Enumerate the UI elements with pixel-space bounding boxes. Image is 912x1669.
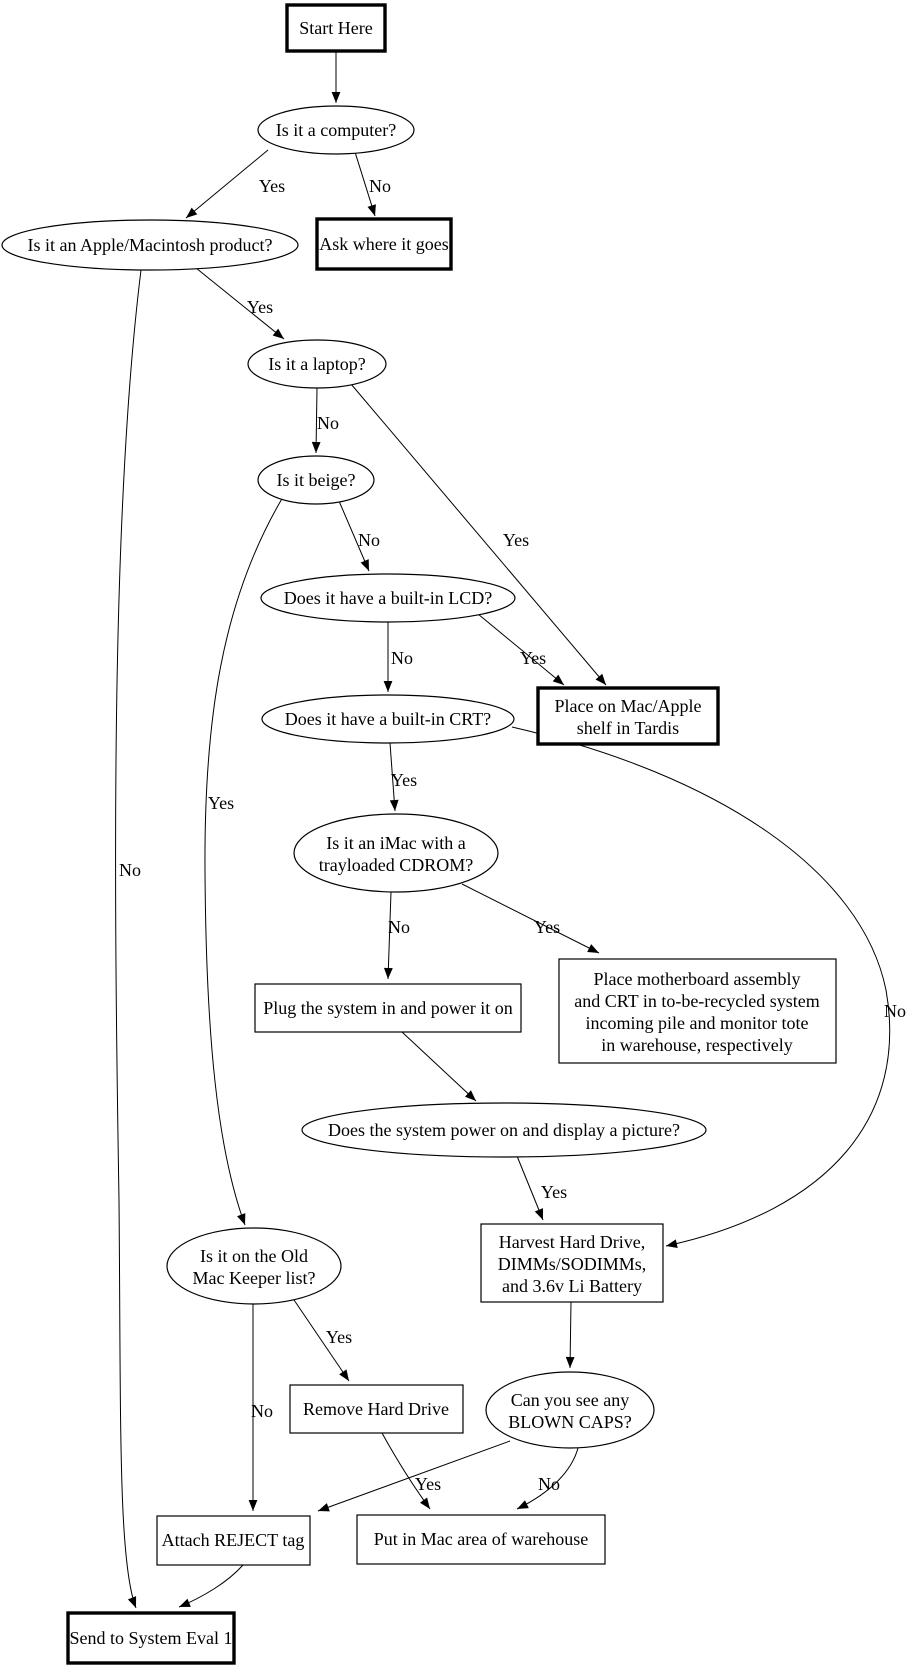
node-old-mac-keeper <box>167 1228 341 1304</box>
old-mac-keeper-ellipse <box>167 1228 341 1304</box>
imac-tray-ellipse <box>294 814 498 892</box>
old-mac-keeper-label-line2: Mac Keeper list? <box>192 1268 316 1288</box>
blown-caps-label-line1: Can you see any <box>510 1390 630 1410</box>
edge-label-laptop-yes: Yes <box>502 530 530 550</box>
edge-label-beige-yes: Yes <box>207 793 235 813</box>
edge-label-laptop-no: No <box>317 413 339 433</box>
ask-where-label: Ask where it goes <box>319 234 449 254</box>
motherboard-label-line3: incoming pile and monitor tote <box>585 1013 809 1033</box>
node-imac-tray <box>294 814 498 892</box>
has-lcd-label: Does it have a built-in LCD? <box>283 588 493 608</box>
node-system-eval <box>68 1613 234 1663</box>
edge-label-beige-no: No <box>358 530 380 550</box>
node-harvest <box>481 1224 663 1302</box>
imac-tray-label-line2: trayloaded CDROM? <box>318 855 474 875</box>
old-mac-keeper-label-line1: Is it on the Old <box>200 1246 308 1266</box>
node-is-laptop <box>248 340 386 388</box>
edge-label-power-yes: Yes <box>540 1182 568 1202</box>
edge-removehd-to-warehouse <box>382 1433 430 1509</box>
edge-computer-yes <box>186 150 268 218</box>
motherboard-label-line2: and CRT in to-be-recycled system <box>574 991 820 1011</box>
node-blown-caps <box>486 1372 654 1448</box>
node-powers-on <box>302 1103 706 1157</box>
node-reject-tag <box>157 1516 310 1565</box>
is-computer-label: Is it a computer? <box>275 120 397 140</box>
edge-label-imac-no: No <box>388 917 410 937</box>
edge-label-crt-yes: Yes <box>390 770 418 790</box>
remove-hd-label: Remove Hard Drive <box>303 1399 449 1419</box>
edge-label-caps-yes: Yes <box>414 1474 442 1494</box>
edge-reject-to-eval <box>179 1565 243 1607</box>
mac-area-label: Put in Mac area of warehouse <box>373 1529 589 1549</box>
node-has-crt <box>262 695 514 743</box>
tardis-label-line1: Place on Mac/Apple <box>554 696 702 716</box>
edge-label-caps-no: No <box>538 1474 560 1494</box>
is-beige-label: Is it beige? <box>276 470 356 490</box>
edge-label-apple-yes: Yes <box>246 297 274 317</box>
node-is-apple <box>2 220 298 270</box>
harvest-label-line3: and 3.6v Li Battery <box>502 1276 642 1296</box>
nodes <box>2 5 836 1663</box>
harvest-label-line2: DIMMs/SODIMMs, <box>497 1254 647 1274</box>
edge-label-apple-no: No <box>119 860 141 880</box>
edge-label-computer-yes: Yes <box>258 176 286 196</box>
imac-tray-label-line1: Is it an iMac with a <box>326 833 466 853</box>
node-plug-in <box>255 984 521 1032</box>
harvest-label-line1: Harvest Hard Drive, <box>498 1232 646 1252</box>
edge-power-yes <box>517 1156 543 1220</box>
edge-apple-no <box>116 270 141 1608</box>
edge-laptop-yes <box>351 384 606 685</box>
system-eval-label: Send to System Eval 1 <box>69 1628 233 1648</box>
edge-imac-yes <box>462 884 599 953</box>
node-start <box>287 5 385 51</box>
edge-label-oldmac-yes: Yes <box>325 1327 353 1347</box>
reject-tag-label: Attach REJECT tag <box>161 1530 305 1550</box>
tardis-label-line2: shelf in Tardis <box>576 718 680 738</box>
blown-caps-label-line2: BLOWN CAPS? <box>508 1412 632 1432</box>
motherboard-label-line4: in warehouse, respectively <box>601 1035 793 1055</box>
node-mac-area <box>357 1515 605 1564</box>
node-remove-hd <box>290 1385 463 1433</box>
powers-on-label: Does the system power on and display a picture? <box>328 1120 680 1140</box>
edges <box>116 51 890 1608</box>
plug-in-label: Plug the system in and power it on <box>263 998 513 1018</box>
edge-plug-to-power <box>402 1032 476 1101</box>
edge-label-imac-yes: Yes <box>533 917 561 937</box>
has-crt-label: Does it have a built-in CRT? <box>284 709 492 729</box>
node-ask-where <box>317 219 451 269</box>
node-motherboard <box>559 959 836 1063</box>
is-apple-label: Is it an Apple/Macintosh product? <box>27 235 273 255</box>
edge-harvest-to-caps <box>570 1302 571 1368</box>
node-has-lcd <box>261 574 515 622</box>
start-label: Start Here <box>299 18 373 38</box>
node-is-computer <box>258 106 414 154</box>
motherboard-label-line1: Place motherboard assembly <box>593 969 801 989</box>
edge-label-lcd-yes: Yes <box>519 648 547 668</box>
edge-label-lcd-no: No <box>391 648 413 668</box>
edge-label-computer-no: No <box>369 176 391 196</box>
node-is-beige <box>258 456 374 504</box>
is-laptop-label: Is it a laptop? <box>268 354 366 374</box>
edge-label-crt-no: No <box>884 1001 906 1021</box>
edge-label-oldmac-no: No <box>251 1401 273 1421</box>
node-tardis <box>538 688 718 744</box>
blown-caps-ellipse <box>486 1372 654 1448</box>
